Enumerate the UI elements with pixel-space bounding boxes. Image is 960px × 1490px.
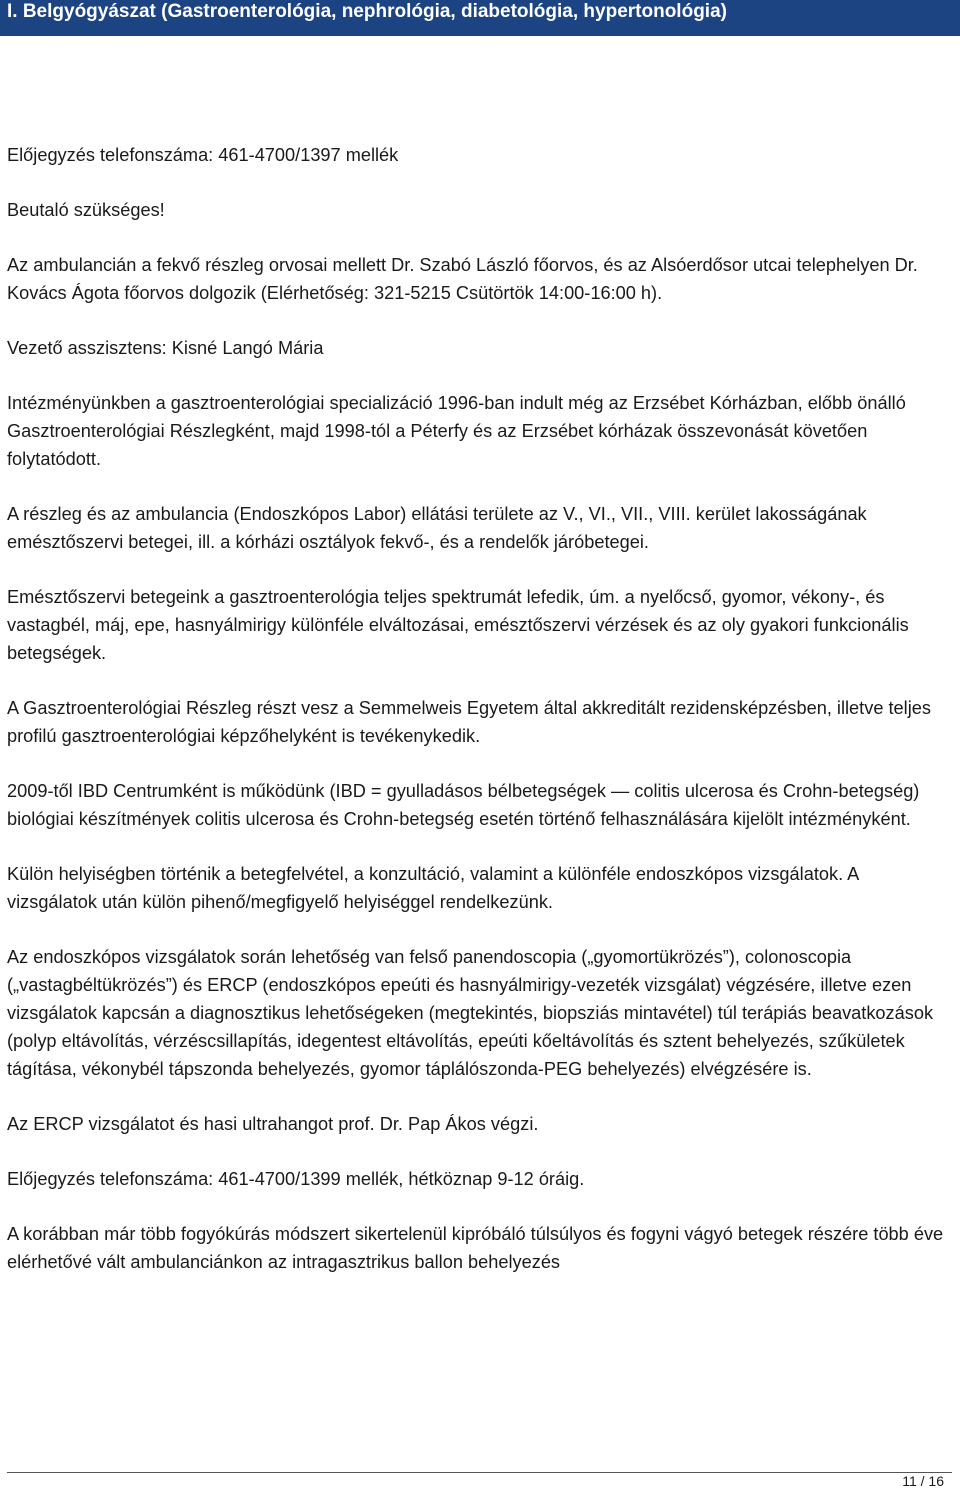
paragraph-service-area: A részleg és az ambulancia (Endoszkópos Labor) ellátási területe az V., VI., VII., VIII. kerület lakosságának emésztőszervi betegei, ill. a kórházi osztályok fekvő-, és a rendelők járóbetegei.: [7, 504, 867, 552]
paragraph-spectrum: Emésztőszervi betegeink a gasztroenterológia teljes spektrumát lefedik, úm. a nyelőcső, gyomor, vékony-, és vastagbél, máj, epe, hasnyálmirigy különféle elváltozásai, emésztőszervi vérzések és az oly gyakori funkcionális betegségek.: [7, 587, 909, 663]
paragraph-lead-assistant: Vezető asszisztens: Kisné Langó Mária: [7, 338, 324, 358]
paragraph-rooms: Külön helyiségben történik a betegfelvétel, a konzultáció, valamint a különféle endoszkópos vizsgálatok. A vizsgálatok után külön pihenő/megfigyelő helyiséggel rendelkezünk.: [7, 864, 859, 912]
paragraph-ambulance-doctors: Az ambulancián a fekvő részleg orvosai mellett Dr. Szabó László főorvos, és az Alsóerdősor utcai telephelyen Dr. Kovács Ágota főorvos dolgozik (Elérhetőség: 321-5215 Csütörtök 14:00-16:00 h).: [7, 255, 918, 303]
paragraph-endoscopy: Az endoszkópos vizsgálatok során lehetőség van felső panendoscopia („gyomortükrözés”), colonoscopia („vastagbéltükrözés”) és ERCP (endoszkópos epeúti és hasnyálmirigy-vezeték vizsgálat) végzésére, illetve ezen vizsgálatok kapcsán a diagnosztikus lehetőségeken (megtekintés, biopsziás mintavétel) túl terápiás beavatkozások (polyp eltávolítás, vérzéscsillapítás, idegentest eltávolítás, epeúti kőeltávolítás és sztent behelyezés, szűkületek tágítása, vékonybél tápszonda behelyezés, gyomor táplálószonda-PEG behelyezés) elvégzésére is.: [7, 947, 934, 1079]
paragraph-history: Intézményünkben a gasztroenterológiai specializáció 1996-ban indult még az Erzsébet Kórházban, előbb önálló Gasztroenterológiai Részlegként, majd 1998-tól a Péterfy és az Erzsébet kórházak összevonását követően folytatódott.: [7, 393, 906, 469]
section-title: I. Belgyógyászat (Gastroenterológia, nephrológia, diabetológia, hypertonológia): [7, 1, 727, 22]
paragraph-balloon: A korábban már több fogyókúrás módszert sikertelenül kipróbáló túlsúlyos és fogyni vágyó betegek részére több éve elérhetővé vált ambulanciánkon az intragasztrikus ballon behelyezés: [7, 1224, 944, 1272]
paragraph-ibd-center: 2009-től IBD Centrumként is működünk (IBD = gyulladásos bélbetegségek — colitis ulcerosa és Crohn-betegség) biológiai készítmények colitis ulcerosa és Crohn-betegség esetén történő felhasználására kijelölt intézményként.: [7, 781, 920, 829]
document-body: [7, 141, 952, 1303]
page-number: 11 / 16: [902, 1473, 944, 1489]
footer-divider: [7, 1472, 952, 1473]
section-header-bar: [0, 0, 960, 36]
paragraph-phone-1: Előjegyzés telefonszáma: 461-4700/1397 mellék: [7, 145, 399, 165]
paragraph-referral: Beutaló szükséges!: [7, 200, 165, 220]
paragraph-training: A Gasztroenterológiai Részleg részt vesz a Semmelweis Egyetem által akkreditált rezidensképzésben, illetve teljes profilú gasztroenterológiai képzőhelyként is tevékenykedik.: [7, 698, 931, 746]
paragraph-ercp: Az ERCP vizsgálatot és hasi ultrahangot prof. Dr. Pap Ákos végzi.: [7, 1114, 539, 1134]
paragraph-phone-2: Előjegyzés telefonszáma: 461-4700/1399 mellék, hétköznap 9-12 óráig.: [7, 1169, 585, 1189]
